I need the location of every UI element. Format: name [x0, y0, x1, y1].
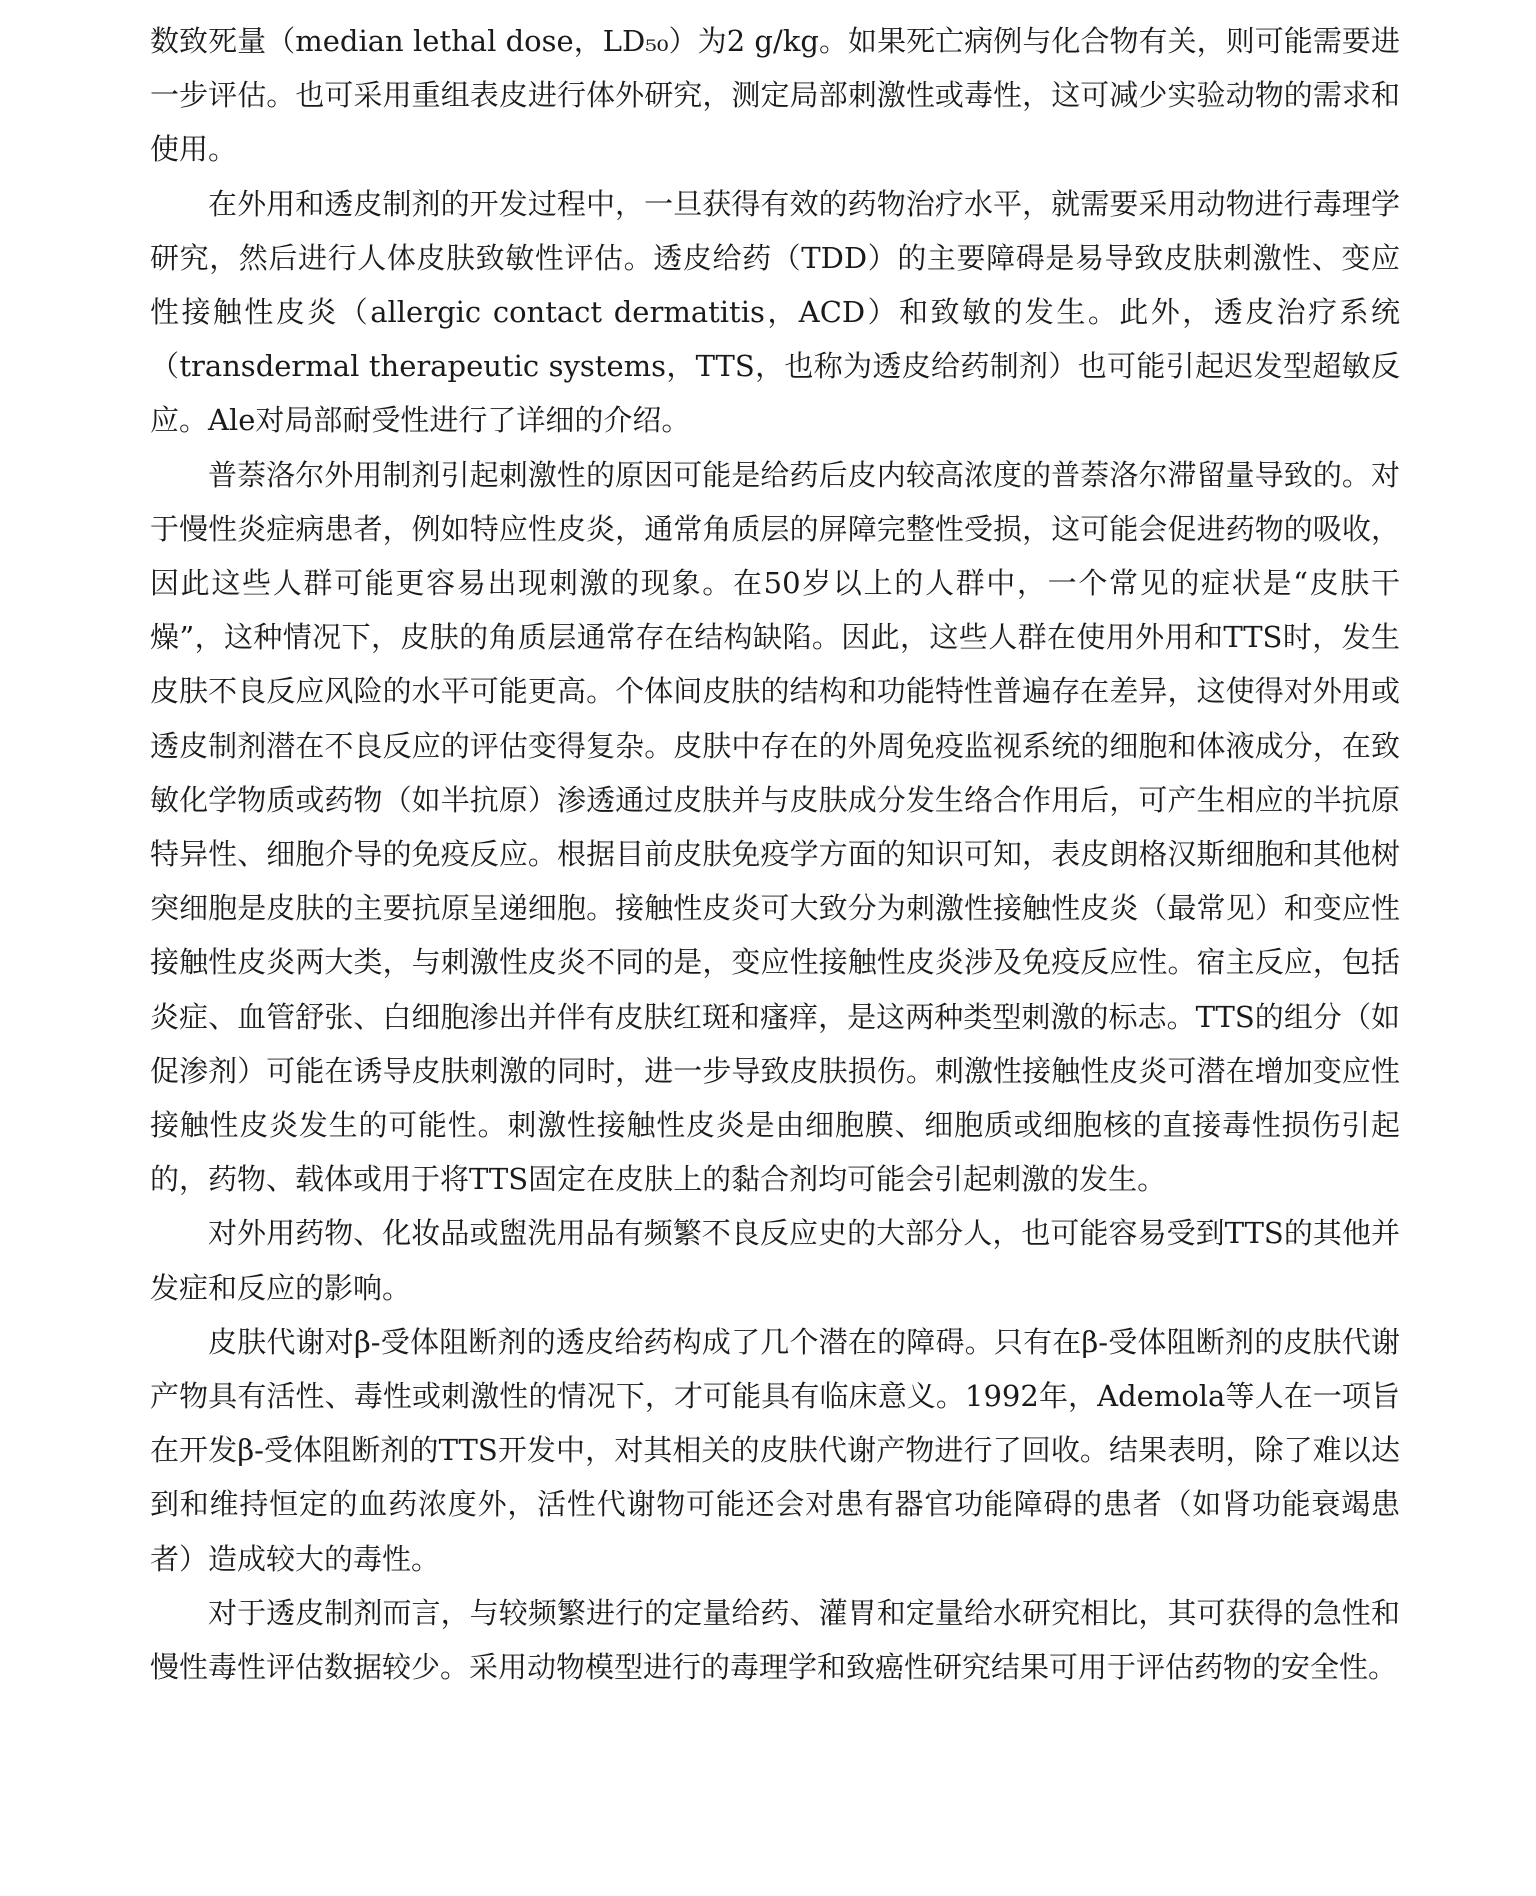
document-page — [150, 14, 1400, 1694]
paragraph-2: 在外用和透皮制剂的开发过程中，一旦获得有效的药物治疗水平，就需要采用动物进行毒理学研究，然后进行人体皮肤致敏性评估。透皮给药（TDD）的主要障碍是易导致皮肤刺激性、变应性接触性皮炎（allergic contact dermatitis，ACD）和致敏的发生。此外，透皮治疗系统（transdermal therapeutic systems，TTS，也称为透皮给药制剂）也可能引起迟发型超敏反应。Ale对局部耐受性进行了详细的介绍。 — [150, 186, 1400, 438]
paragraph-3: 普萘洛尔外用制剂引起刺激性的原因可能是给药后皮内较高浓度的普萘洛尔滞留量导致的。对于慢性炎症病患者，例如特应性皮炎，通常角质层的屏障完整性受损，这可能会促进药物的吸收，因此这些人群可能更容易出现刺激的现象。在50岁以上的人群中，一个常见的症状是“皮肤干燥”，这种情况下，皮肤的角质层通常存在结构缺陷。因此，这些人群在使用外用和TTS时，发生皮肤不良反应风险的水平可能更高。个体间皮肤的结构和功能特性普遍存在差异，这使得对外用或透皮制剂潜在不良反应的评估变得复杂。皮肤中存在的外周免疫监视系统的细胞和体液成分，在致敏化学物质或药物（如半抗原）渗透通过皮肤并与皮肤成分发生络合作用后，可产生相应的半抗原特异性、细胞介导的免疫反应。根据目前皮肤免疫学方面的知识可知，表皮朗格汉斯细胞和其他树突细胞是皮肤的主要抗原呈递细胞。接触性皮炎可大致分为刺激性接触性皮炎（最常见）和变应性接触性皮炎两大类，与刺激性皮炎不同的是，变应性接触性皮炎涉及免疫反应性。宿主反应，包括炎症、血管舒张、白细胞渗出并伴有皮肤红斑和瘙痒，是这两种类型刺激的标志。TTS的组分（如促渗剂）可能在诱导皮肤刺激的同时，进一步导致皮肤损伤。刺激性接触性皮炎可潜在增加变应性接触性皮炎发生的可能性。刺激性接触性皮炎是由细胞膜、细胞质或细胞核的直接毒性损伤引起的，药物、载体或用于将TTS固定在皮肤上的黏合剂均可能会引起刺激的发生。 — [150, 457, 1400, 1197]
paragraph-5: 皮肤代谢对β-受体阻断剂的透皮给药构成了几个潜在的障碍。只有在β-受体阻断剂的皮肤代谢产物具有活性、毒性或刺激性的情况下，才可能具有临床意义。1992年，Ademola等人在一项旨在开发β-受体阻断剂的TTS开发中，对其相关的皮肤代谢产物进行了回收。结果表明，除了难以达到和维持恒定的血药浓度外，活性代谢物可能还会对患有器官功能障碍的患者（如肾功能衰竭患者）造成较大的毒性。 — [150, 1324, 1400, 1576]
paragraph-1: 数致死量（median lethal dose，LD₅₀）为2 g/kg。如果死亡病例与化合物有关，则可能需要进一步评估。也可采用重组表皮进行体外研究，测定局部刺激性或毒性，这可减少实验动物的需求和使用。 — [150, 24, 1400, 167]
paragraph-6: 对于透皮制剂而言，与较频繁进行的定量给药、灌胃和定量给水研究相比，其可获得的急性和慢性毒性评估数据较少。采用动物模型进行的毒理学和致癌性研究结果可用于评估药物的安全性。 — [150, 1595, 1400, 1685]
paragraph-4: 对外用药物、化妆品或盥洗用品有频繁不良反应史的大部分人，也可能容易受到TTS的其他并发症和反应的影响。 — [150, 1216, 1400, 1305]
